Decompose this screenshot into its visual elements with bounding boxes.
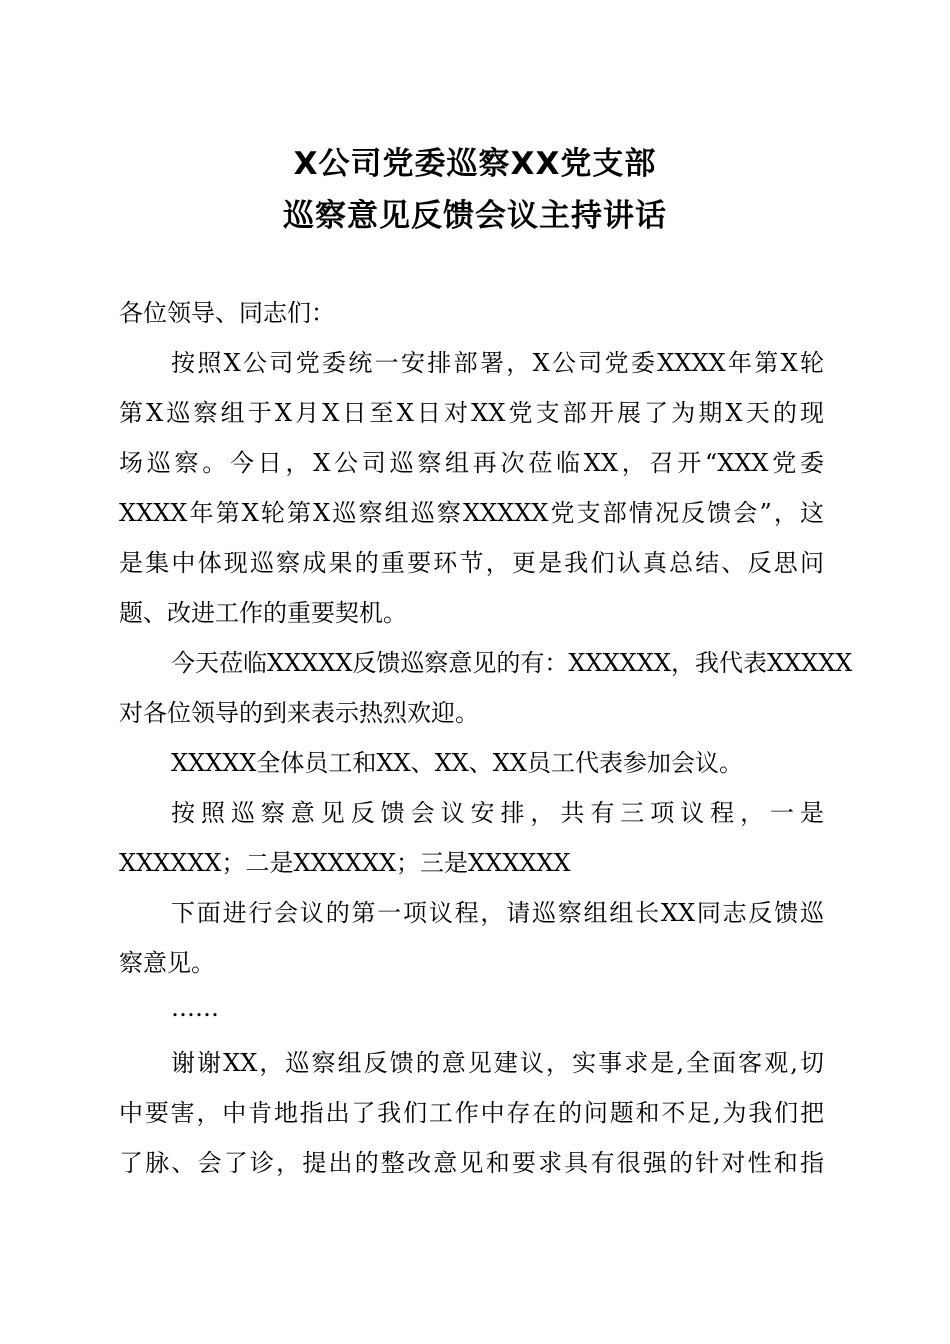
paragraph-3-line-1: XXXXX全体员工和XX、XX、XX员工代表参加会议。	[171, 749, 743, 777]
paragraph-5-line-1: 下面进行会议的第一项议程，请巡察组组长XX同志反馈巡	[171, 899, 824, 927]
paragraph-4-line-1: 按照巡察意见反馈会议安排，共有三项议程，一是	[171, 799, 824, 827]
paragraph-7-line-3: 了脉、会了诊，提出的整改意见和要求具有很强的针对性和指	[119, 1149, 824, 1177]
paragraph-1-line-3: 场巡察。今日，X公司巡察组再次莅临XX，召开“XXX党委	[119, 449, 824, 477]
paragraph-1-line-1: 按照X公司党委统一安排部署，X公司党委XXXX年第X轮	[171, 349, 824, 377]
paragraph-7-line-1: 谢谢XX，巡察组反馈的意见建议，实事求是,全面客观,切	[171, 1049, 824, 1077]
paragraph-4-line-2: XXXXXX；二是XXXXXX；三是XXXXXX	[119, 849, 571, 877]
paragraph-2-line-2: 对各位领导的到来表示热烈欢迎。	[119, 699, 479, 727]
paragraph-1-line-2: 第X巡察组于X月X日至X日对XX党支部开展了为期X天的现	[119, 399, 824, 427]
paragraph-1-line-5: 是集中体现巡察成果的重要环节，更是我们认真总结、反思问	[119, 549, 824, 577]
paragraph-2-line-1: 今天莅临XXXXX反馈巡察意见的有：XXXXXX，我代表XXXXX	[171, 649, 853, 677]
ellipsis-line: ……	[171, 994, 219, 1022]
salutation: 各位领导、同志们：	[119, 299, 335, 327]
paragraph-5-line-2: 察意见。	[119, 949, 215, 977]
paragraph-1-line-6: 题、改进工作的重要契机。	[119, 599, 407, 627]
paragraph-7-line-2: 中要害，中肯地指出了我们工作中存在的问题和不足,为我们把	[119, 1099, 824, 1127]
document-title-line-2: 巡察意见反馈会议主持讲话	[283, 198, 667, 234]
paragraph-1-line-4: XXXX年第X轮第X巡察组巡察XXXXX党支部情况反馈会”，这	[119, 499, 824, 527]
document-title-line-1: X公司党委巡察XX党支部	[293, 146, 657, 182]
